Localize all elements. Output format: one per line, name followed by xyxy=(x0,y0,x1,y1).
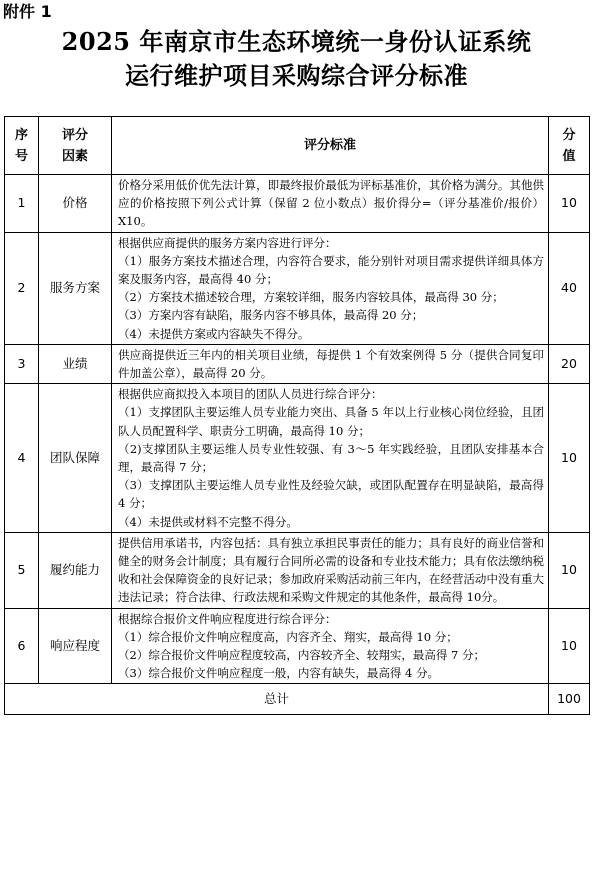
table-row xyxy=(5,232,590,344)
scoring-criteria xyxy=(112,175,549,233)
criteria-line: 根据综合报价文件响应程度进行综合评分： xyxy=(118,611,337,626)
total-label: 总计 xyxy=(5,684,549,715)
table-row xyxy=(5,175,590,233)
row-number: 3 xyxy=(5,344,39,383)
score-value: 10 xyxy=(549,384,590,533)
score-value: 10 xyxy=(549,608,590,684)
scoring-factor: 价格 xyxy=(39,175,112,233)
header-scoring-factor: 评分 因素 xyxy=(39,117,112,175)
row-number: 5 xyxy=(5,532,39,608)
table-row xyxy=(5,384,590,533)
criteria-line: （2)支撑团队主要运维人员专业性较强、有 3～5 年实践经验，且团队安排基本合理，最高得 7 分； xyxy=(118,441,544,475)
total-score: 100 xyxy=(549,684,590,715)
header-serial-no: 序 号 xyxy=(5,117,39,175)
scoring-table xyxy=(4,116,590,715)
scoring-criteria xyxy=(112,344,549,383)
header-scoring-criteria: 评分标准 xyxy=(112,117,549,175)
scoring-criteria xyxy=(112,532,549,608)
document-title-line2: 运行维护项目采购综合评分标准 xyxy=(125,61,468,90)
criteria-line: 提供信用承诺书，内容包括：具有独立承担民事责任的能力；具有良好的商业信誉和健全的财务会计制度；具有履行合同所必需的设备和专业技术能力；具有依法缴纳税收和社会保障资金的良好记录；参加政府采购活动前三年内，在经营活动中没有重大违法记录；符合法律、行政法规和采购文件规定的其他条件，最高得 10分。 xyxy=(118,535,544,605)
table-row xyxy=(5,532,590,608)
criteria-line: （4）未提供或材料不完整不得分。 xyxy=(118,514,298,529)
criteria-line: （2）方案技术描述较合理，方案较详细，服务内容较具体，最高得 30 分； xyxy=(118,290,504,305)
criteria-line: （3）支撑团队主要运维人员专业性及经验欠缺，或团队配置存在明显缺陷，最高得 4 分； xyxy=(118,478,544,511)
row-number: 6 xyxy=(5,608,39,684)
score-value: 40 xyxy=(549,232,590,344)
scoring-factor: 服务方案 xyxy=(39,232,112,344)
criteria-line: （1）支撑团队主要运维人员专业能力突出、具备 5 年以上行业核心岗位经验，且团队人员配置科学、职责分工明确，最高得 10 分； xyxy=(118,405,544,438)
score-value: 10 xyxy=(549,532,590,608)
criteria-line: 根据供应商提供的服务方案内容进行评分： xyxy=(118,235,337,250)
row-number: 2 xyxy=(5,232,39,344)
table-row xyxy=(5,344,590,383)
table-row xyxy=(5,608,590,684)
table-header-row xyxy=(5,117,590,175)
criteria-line: 根据供应商拟投入本项目的团队人员进行综合评分： xyxy=(118,387,383,402)
scoring-factor: 业绩 xyxy=(39,344,112,383)
criteria-line: 价格分采用低价优先法计算，即最终报价最低为评标基准价，其价格为满分。其他供应的价格按照下列公式计算（保留 2 位小数点）报价得分=（评分基准价/报价）X10。 xyxy=(118,178,544,229)
row-number: 4 xyxy=(5,384,39,533)
criteria-line: （1）服务方案技术描述合理，内容符合要求，能分别针对项目需求提供详细具体方案及服务内容，最高得 40 分； xyxy=(118,253,544,287)
criteria-line: （1）综合报价文件响应程度高，内容齐全、翔实，最高得 10 分； xyxy=(118,629,458,644)
criteria-line: （3）方案内容有缺陷，服务内容不够具体，最高得 20 分； xyxy=(118,308,424,323)
criteria-line: （2）综合报价文件响应程度较高，内容较齐全、较翔实，最高得 7 分； xyxy=(118,648,485,663)
header-score: 分 值 xyxy=(549,117,590,175)
scoring-factor: 履约能力 xyxy=(39,532,112,608)
scoring-criteria xyxy=(112,232,549,344)
criteria-line: 供应商提供近三年内的相关项目业绩，每提供 1 个有效案例得 5 分（提供合同复印件加盖公章），最高得 20 分。 xyxy=(118,347,544,381)
scoring-factor: 团队保障 xyxy=(39,384,112,533)
scoring-criteria xyxy=(112,384,549,533)
row-number: 1 xyxy=(5,175,39,233)
score-value: 10 xyxy=(549,175,590,233)
scoring-factor: 响应程度 xyxy=(39,608,112,684)
total-row xyxy=(5,684,590,715)
criteria-line: （3）综合报价文件响应程度一般，内容有缺失，最高得 4 分。 xyxy=(118,666,439,681)
document-title-line1: 2025 年南京市生态环境统一身份认证系统 xyxy=(61,27,532,56)
score-value: 20 xyxy=(549,344,590,383)
attachment-label: 附件 1 xyxy=(3,2,52,21)
criteria-line: （4）未提供方案或内容缺失不得分。 xyxy=(118,326,310,341)
scoring-criteria xyxy=(112,608,549,684)
